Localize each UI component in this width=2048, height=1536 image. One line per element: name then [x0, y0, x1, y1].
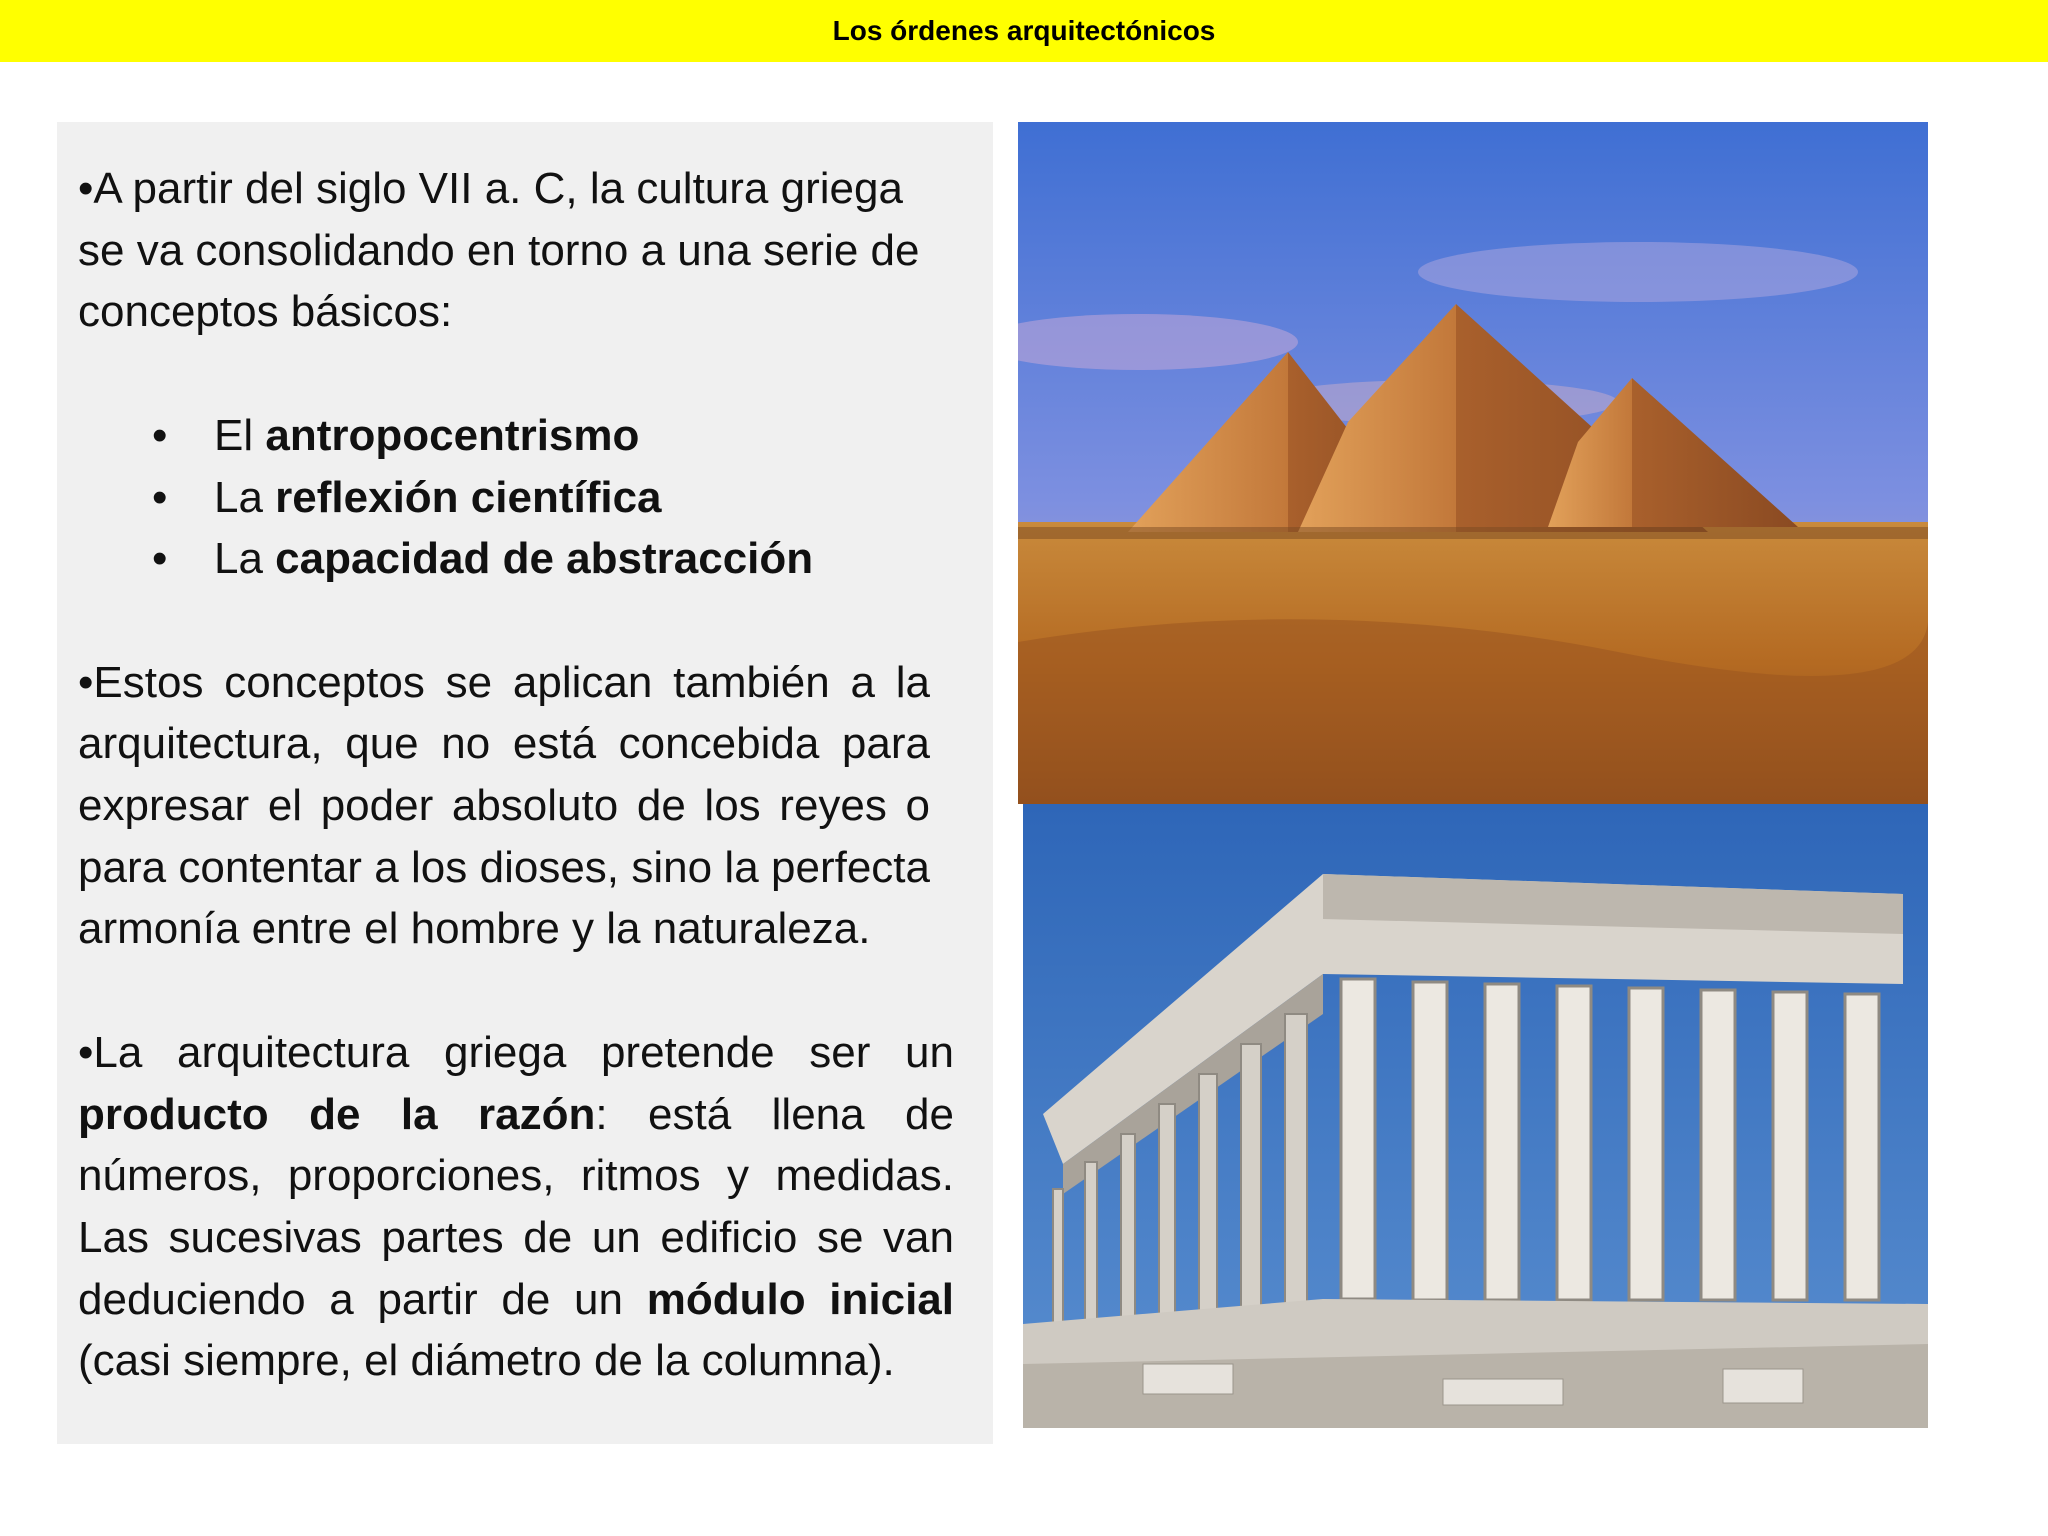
list-bullet: •	[152, 410, 168, 460]
list-bullet: •	[152, 472, 168, 522]
list-bullet: •	[152, 534, 168, 584]
paragraph-bullet: •	[78, 164, 94, 213]
reason-paragraph: •La arquitectura griega pretende ser un producto de la razón: está llena de números, proporciones, ritmos y medidas. Las sucesivas partes de un edificio se van deduciendo a partir de un módulo inicial (casi siempre, el diámetro de la columna).	[78, 1027, 955, 1386]
intro-paragraph: •A partir del siglo VII a. C, la cultura griega se va consolidando en torno a una serie de conceptos básicos:	[78, 164, 920, 337]
list-item: • La reflexión científica	[152, 467, 954, 529]
slide-title: Los órdenes arquitectónicos	[832, 15, 1216, 46]
parthenon-illustration	[1023, 804, 1928, 1428]
pyramids-image	[1018, 122, 1928, 804]
pyramids-illustration	[1018, 122, 1928, 804]
paragraph-bullet: •	[78, 1027, 94, 1077]
architecture-paragraph: •Estos conceptos se aplican también a la arquitectura, que no está concebida para expresar el poder absoluto de los reyes o para contentar a los dioses, sino la perfecta armonía entre el hombre y la naturaleza.	[78, 657, 930, 954]
list-item: • La capacidad de abstracción	[152, 528, 954, 590]
text-column	[78, 158, 954, 1392]
concepts-list	[78, 405, 954, 590]
slide-title-bar	[0, 0, 2048, 62]
parthenon-image	[1023, 804, 1928, 1428]
paragraph-bullet: •	[78, 657, 94, 707]
list-item: • El antropocentrismo	[152, 405, 954, 467]
